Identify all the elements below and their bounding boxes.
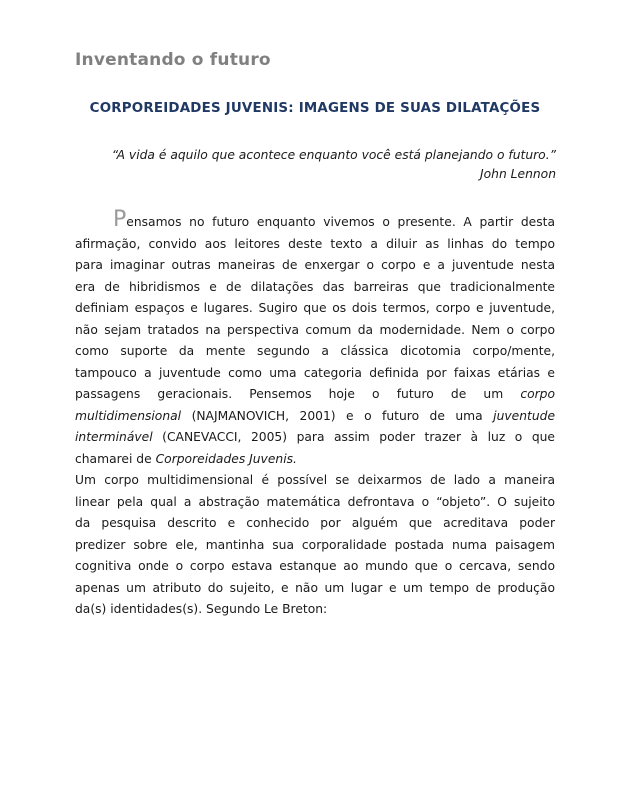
paragraph-1	[75, 207, 556, 470]
text-span: (NAJMANOVICH, 2001) e o futuro de uma	[191, 408, 483, 423]
text-line	[75, 449, 555, 471]
text-span: ensamos no futuro enquanto vivemos o presente. A partir desta	[126, 215, 555, 229]
text-line: Um corpo multidimensional é possível se deixarmos de lado a maneira	[75, 473, 555, 487]
body-text	[75, 207, 556, 621]
text-line	[75, 406, 555, 428]
text-line: tampouco a juventude como uma categoria definida por faixas etárias e	[75, 365, 555, 380]
drop-cap: P	[113, 207, 127, 232]
text-span: chamarei de	[75, 451, 152, 466]
text-line: para imaginar outras maneiras de enxergar o corpo e a juventude nesta	[75, 258, 555, 272]
emphasis: interminável	[75, 430, 153, 444]
text-line: como suporte da mente segundo a clássica dicotomia corpo/mente,	[75, 344, 555, 358]
text-line: não sejam tratados na perspectiva comum da modernidade. Nem o corpo	[75, 322, 555, 337]
text-line: da(s) identidades(s). Segundo Le Breton:	[75, 602, 328, 616]
text-span: passagens geracionais. Pensemos hoje o futuro de um	[75, 387, 504, 401]
chapter-title: CORPOREIDADES JUVENIS: IMAGENS DE SUAS DILATAÇÕES	[89, 101, 541, 116]
text-line: era de hibridismos e de dilatações das barreiras que tradicionalmente	[75, 279, 555, 294]
emphasis: Corporeidades Juvenis.	[155, 451, 297, 466]
text-line	[75, 384, 555, 406]
emphasis: multidimensional	[75, 408, 182, 423]
text-line: da pesquisa descrito e conhecido por alguém que acreditava poder	[75, 516, 555, 530]
text-line	[75, 207, 555, 234]
emphasis: juventude	[493, 408, 556, 423]
text-span: (CANEVACCI, 2005) para assim poder trazer à luz o que	[162, 430, 555, 444]
epigraph-author: John Lennon	[480, 167, 556, 181]
text-line	[75, 427, 555, 449]
text-line: afirmação, convido aos leitores deste texto a diluir as linhas do tempo	[75, 236, 555, 251]
text-line: apenas um atributo do sujeito, e não um lugar e um tempo de produção	[75, 580, 555, 595]
text-line: linear pela qual a abstração matemática defrontava o “objeto”. O sujeito	[75, 494, 555, 509]
running-header: Inventando o futuro	[75, 50, 271, 70]
text-line: cognitiva onde o corpo estava estanque ao mundo que o cercava, sendo	[75, 559, 555, 573]
emphasis: corpo	[520, 387, 555, 401]
text-line: definiam espaços e lugares. Sugiro que os dois termos, corpo e juventude,	[75, 301, 555, 315]
paragraph-2	[75, 470, 555, 621]
epigraph-quote: “A vida é aquilo que acontece enquanto você está planejando o futuro.”	[111, 148, 556, 162]
epigraph	[112, 146, 556, 184]
text-line: predizer sobre ele, mantinha sua corporalidade postada numa paisagem	[75, 537, 555, 552]
